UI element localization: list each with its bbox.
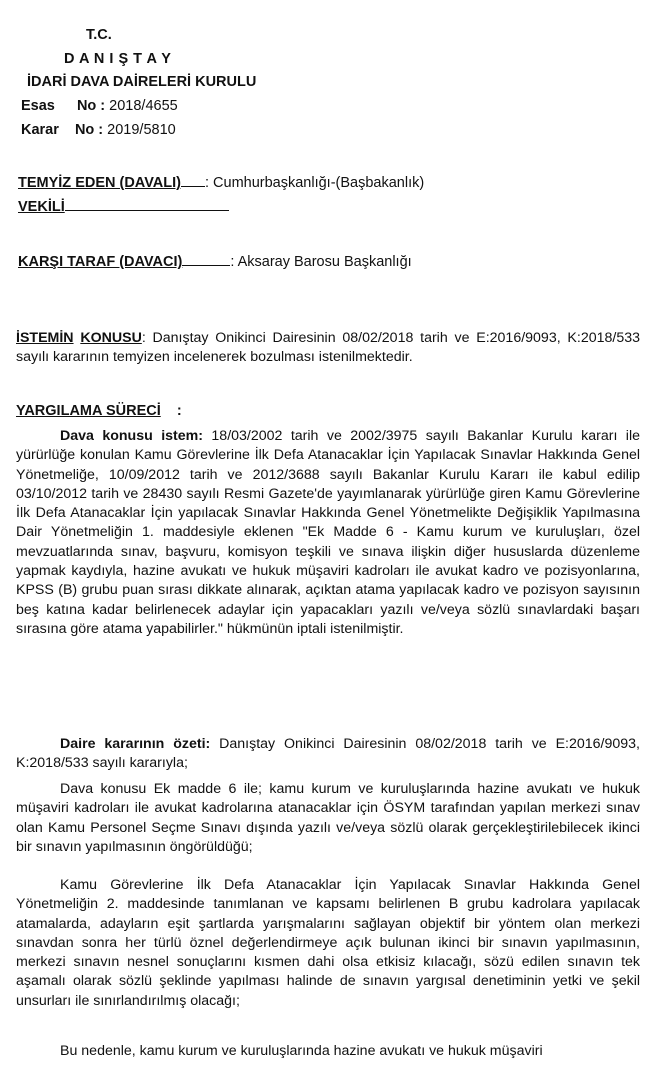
- appellant-underline: [181, 174, 205, 187]
- agent-label: VEKİLİ: [18, 199, 65, 215]
- body-paragraph-2: Kamu Görevlerine İlk Defa Atanacaklar İçin Yapılacak Sınavlar Hakkında Genel Yönetmeliğin 2. maddesinde tanımlanan ve kapsamı belirlenen B grubu kadrolara yapılacak atamalarda, adayların eşit şartlarda yarışmalarını sağlayan objektif bir yöntem olan merkezi sınavdan sonra her türlü öznel değerlendirmeye açık bulunan ikinci bir sınavın yapılmasının, merkezi sınavın nesnel sonuçlarını kısmen dahi olsa etkisiz kılacağı, sözü edilen sınavın tek aşamalı olarak sözlü şeklinde yapılması halinde de sınavın yargısal denetiminin yetki ve şekil unsurları ile sınırlandırılmış olacağı;: [16, 877, 640, 1009]
- karar-row: [21, 122, 176, 138]
- claim-label: Dava konusu istem:: [60, 428, 203, 444]
- body-paragraph-1: Dava konusu Ek madde 6 ile; kamu kurum ve kuruluşlarında hazine avukatı ve hukuk müşaviri kadroları ile avukat kadrolarına atanacaklar için ÖSYM tarafından yapılan merkezi sınav olan Kamu Personel Seçme Sınavı dışında yazılı ve/veya sözlü olarak gerçekleştirilebilecek ikinci bir sınavın yapılmasının öngörüldüğü;: [16, 781, 640, 855]
- summary-label: Daire kararının özeti:: [60, 736, 211, 752]
- agent-underline: [65, 198, 229, 211]
- karar-label: Karar: [21, 122, 59, 138]
- respondent-label: KARŞI TARAF (DAVACI): [18, 254, 183, 270]
- process-title-colon: :: [160, 403, 182, 419]
- summary-paragraph: [16, 735, 640, 774]
- header-board: İDARİ DAVA DAİRELERİ KURULU: [27, 74, 257, 90]
- esas-value: 2018/4655: [109, 98, 178, 114]
- appellant-row: [18, 174, 424, 191]
- header-court: D A N I Ş T A Y: [64, 51, 172, 67]
- process-title: [16, 403, 182, 419]
- karar-value: 2019/5810: [107, 122, 176, 138]
- claim-text: 18/03/2002 tarih ve 2002/3975 sayılı Bakanlar Kurulu kararı ile yürürlüğe konulan Kamu Görevlerine İlk Defa Atanacaklar İçin Yapılacak Sınavlar Hakkında Genel Yönetmeliğe, 10/09/2012 tarih ve 2012/3688 sayılı Bakanlar Kurulu Kararı ile kabul edilip 03/10/2012 tarih ve 28430 sayılı Resmi Gazete'de yayımlanarak yürürlüğe giren Kamu Görevlerine İlk Defa Atanacaklar İçin yapılacak Sınavlar Hakkında Genel Yönetmelikte Değişiklik Yapılmasına Dair Yönetmeliğin 1. maddesiyle eklenen "Ek Madde 6 - Kamu kurum ve kuruluşları, özel mevzuatlarında sınav, başvuru, komisyon teşkili ve sınava ilişkin diğer hususlarda düzenleme yapmak kaydıyla, hazine avukatı ve hukuk müşaviri kadroları ile avukat kadro ve pozisyonlarına, KPSS (B) grubu puan sırası dikkate alınarak, açıktan atama yapılacak kadro ve pozisyon sayısının beş katına kadar belirlenecek adaylar için yapacakları yazılı ve/veya sözlü sınavlardaki başarı sırasına göre atama yapabilirler." hükmünün iptali istenilmiştir.: [16, 428, 640, 637]
- respondent-value: : Aksaray Barosu Başkanlığı: [230, 254, 412, 270]
- esas-label: Esas: [21, 98, 55, 114]
- esas-no-label: No :: [76, 98, 106, 114]
- process-title-text: YARGILAMA SÜRECİ: [16, 403, 161, 419]
- claim-paragraph: [16, 427, 640, 639]
- respondent-underline: [182, 253, 230, 266]
- request-paragraph: [16, 329, 640, 368]
- esas-row: [21, 98, 178, 114]
- request-text: : Danıştay Onikinci Dairesinin 08/02/2018 tarih ve E:2016/9093, K:2018/533 sayılı kararının temyizen incelenerek bozulması istenilmektedir.: [16, 330, 640, 366]
- header-tc: T.C.: [86, 27, 112, 43]
- respondent-row: [18, 253, 412, 270]
- appellant-value: : Cumhurbaşkanlığı-(Başbakanlık): [204, 175, 425, 191]
- summary-text: Danıştay Onikinci Dairesinin 08/02/2018 tarih ve E:2016/9093, K:2018/533 sayılı kararıyla;: [16, 736, 640, 772]
- appellant-label: TEMYİZ EDEN (DAVALI): [18, 175, 181, 191]
- request-label-a: İSTEMİN: [16, 330, 74, 346]
- body-paragraph-3: Bu nedenle, kamu kurum ve kuruluşlarında hazine avukatı ve hukuk müşaviri: [60, 1043, 543, 1059]
- request-label-b: KONUSU: [80, 330, 142, 346]
- agent-row: [18, 198, 229, 215]
- karar-no-label: No :: [74, 122, 104, 138]
